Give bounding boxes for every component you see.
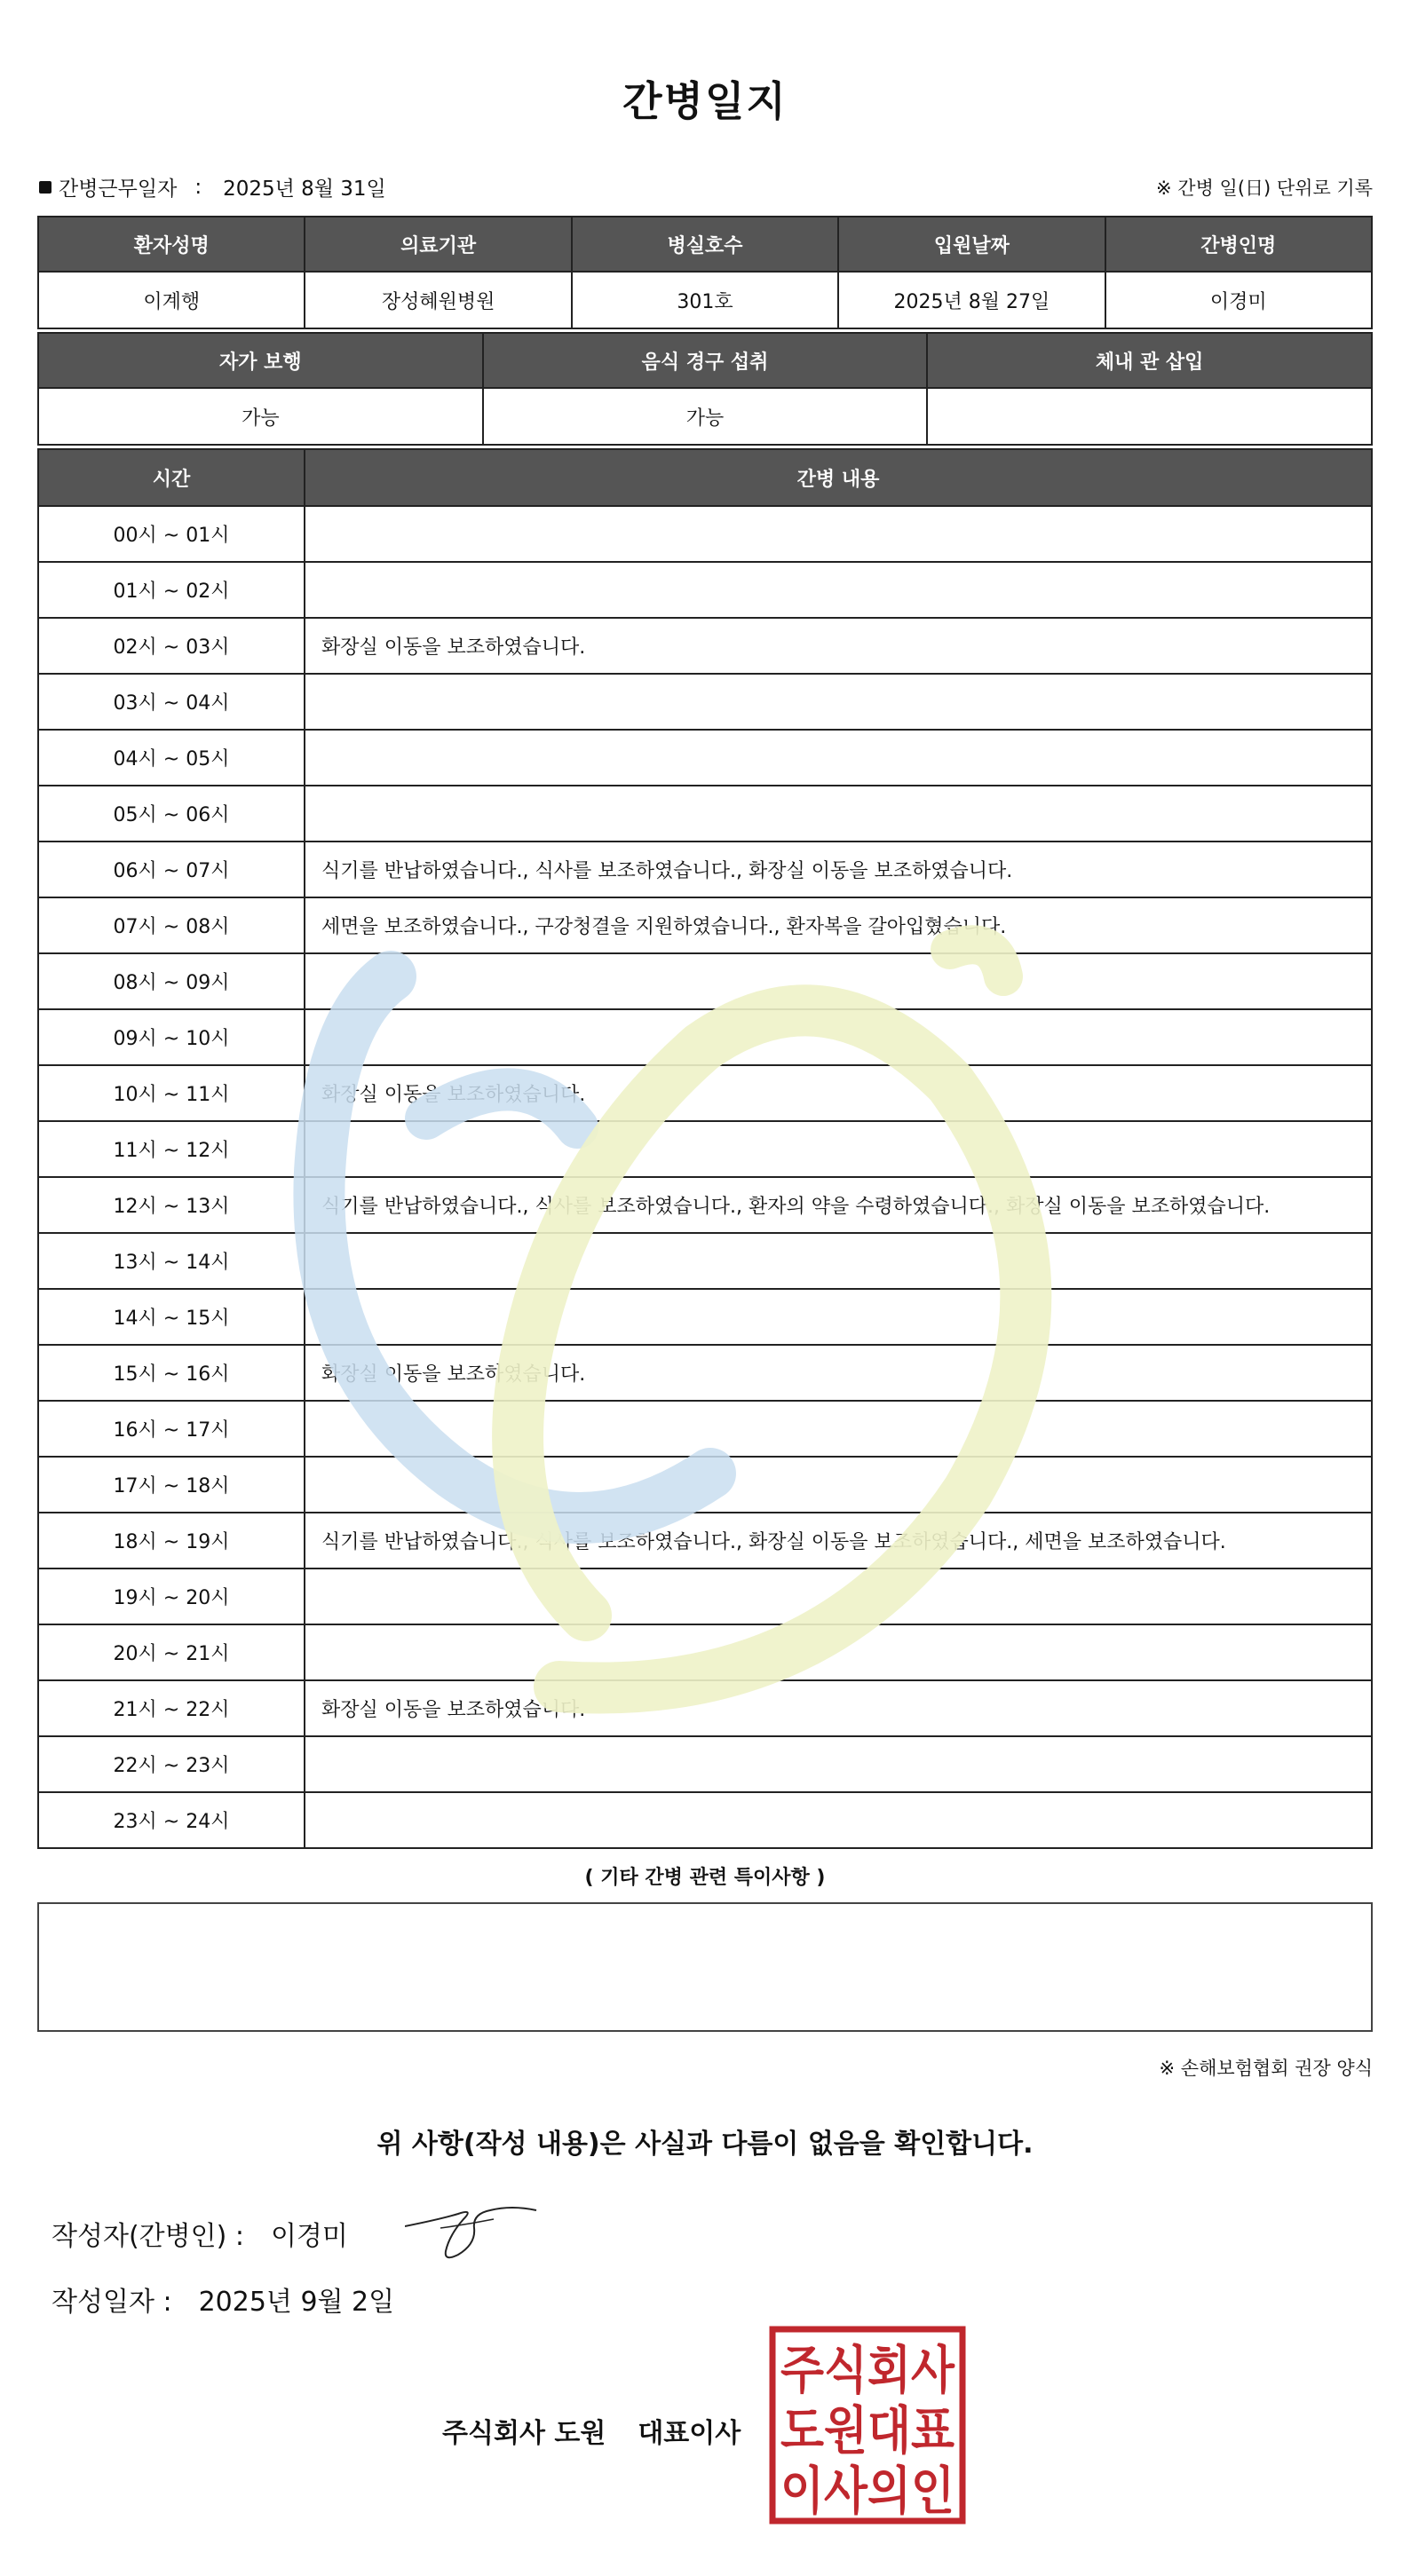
care-log-table [37, 448, 1373, 1849]
log-time: 09시 ~ 10시 [38, 1009, 305, 1065]
oral-intake-value: 가능 [483, 388, 928, 445]
log-content: 화장실 이동을 보조하였습니다. [305, 1065, 1372, 1121]
log-time: 21시 ~ 22시 [38, 1680, 305, 1736]
log-time: 22시 ~ 23시 [38, 1736, 305, 1792]
log-row [38, 618, 1372, 674]
log-row [38, 1345, 1372, 1401]
log-content [305, 1736, 1372, 1792]
header-care-content: 간병 내용 [305, 449, 1372, 506]
log-time: 19시 ~ 20시 [38, 1569, 305, 1624]
company-line [442, 2411, 741, 2450]
log-content [305, 674, 1372, 730]
company-title: 대표이사 [638, 2418, 741, 2449]
log-row [38, 1065, 1372, 1121]
log-row [38, 1624, 1372, 1680]
log-content [305, 1792, 1372, 1848]
header-caregiver: 간병인명 [1105, 217, 1372, 272]
log-row [38, 1457, 1372, 1513]
log-content [305, 1457, 1372, 1513]
log-row [38, 730, 1372, 786]
writer-line [51, 2214, 348, 2253]
self-walking-value: 가능 [38, 388, 483, 445]
seal-line-1: 주식회사 [780, 2340, 955, 2400]
log-time: 01시 ~ 02시 [38, 562, 305, 618]
log-time: 14시 ~ 15시 [38, 1289, 305, 1345]
log-row [38, 1513, 1372, 1569]
log-content [305, 1289, 1372, 1345]
log-row [38, 562, 1372, 618]
log-row [38, 1569, 1372, 1624]
header-hospital: 의료기관 [305, 217, 571, 272]
patient-name: 이계행 [38, 272, 305, 328]
notes-title: ( 기타 간병 관련 특이사항 ) [584, 1867, 826, 1889]
log-time: 20시 ~ 21시 [38, 1624, 305, 1680]
log-time: 13시 ~ 14시 [38, 1233, 305, 1289]
log-content: 화장실 이동을 보조하였습니다. [305, 1345, 1372, 1401]
work-date-value: 2025년 8월 31일 [223, 178, 386, 201]
log-content [305, 1233, 1372, 1289]
log-time: 17시 ~ 18시 [38, 1457, 305, 1513]
admission-date: 2025년 8월 27일 [838, 272, 1105, 328]
work-date-label: 간병근무일자 [59, 178, 178, 201]
log-content: 식기를 반납하였습니다., 식사를 보조하였습니다., 화장실 이동을 보조하였습니다. [305, 842, 1372, 897]
log-time: 23시 ~ 24시 [38, 1792, 305, 1848]
log-row [38, 1233, 1372, 1289]
log-content [305, 1569, 1372, 1624]
page-title: 간병일지 [622, 77, 788, 125]
log-row [38, 1009, 1372, 1065]
log-row [38, 506, 1372, 562]
company-seal-stamp [769, 2326, 966, 2525]
writer-label: 작성자(간병인) : [51, 2221, 244, 2252]
notes-box [37, 1902, 1373, 2032]
tube-insertion-value [927, 388, 1372, 445]
header-time: 시간 [38, 449, 305, 506]
caregiver-name: 이경미 [1105, 272, 1372, 328]
header-admission-date: 입원날짜 [838, 217, 1105, 272]
work-date-colon: : [194, 175, 202, 199]
log-row [38, 1177, 1372, 1233]
log-content [305, 562, 1372, 618]
log-time: 11시 ~ 12시 [38, 1121, 305, 1177]
log-content: 세면을 보조하였습니다., 구강청결을 지원하였습니다., 환자복을 갈아입혔습니다. [305, 897, 1372, 953]
log-time: 16시 ~ 17시 [38, 1401, 305, 1457]
signature-image [405, 2193, 538, 2264]
room-number: 301호 [572, 272, 838, 328]
log-row [38, 1401, 1372, 1457]
confirmation-statement: 위 사항(작성 내용)은 사실과 다름이 없음을 확인합니다. [376, 2129, 1034, 2160]
log-time: 06시 ~ 07시 [38, 842, 305, 897]
log-content [305, 786, 1372, 842]
written-date-line [51, 2280, 394, 2319]
log-time: 18시 ~ 19시 [38, 1513, 305, 1569]
header-room: 병실호수 [572, 217, 838, 272]
work-date-line [39, 172, 386, 201]
written-date-label: 작성일자 : [51, 2287, 172, 2318]
seal-line-3: 이사의인 [780, 2461, 955, 2521]
log-time: 05시 ~ 06시 [38, 786, 305, 842]
log-row [38, 786, 1372, 842]
written-date-value: 2025년 9월 2일 [198, 2287, 395, 2318]
log-row [38, 953, 1372, 1009]
log-content: 화장실 이동을 보조하였습니다. [305, 618, 1372, 674]
hospital-name: 장성혜원병원 [305, 272, 571, 328]
log-row [38, 1680, 1372, 1736]
log-row [38, 1289, 1372, 1345]
log-row [38, 1736, 1372, 1792]
recommend-note: ※ 손해보험협회 권장 양식 [1159, 2058, 1373, 2079]
log-time: 07시 ~ 08시 [38, 897, 305, 953]
company-name: 주식회사 도원 [442, 2418, 606, 2449]
header-self-walking: 자가 보행 [38, 333, 483, 388]
log-content [305, 1401, 1372, 1457]
log-content [305, 730, 1372, 786]
log-row [38, 842, 1372, 897]
log-time: 02시 ~ 03시 [38, 618, 305, 674]
header-oral-intake: 음식 경구 섭취 [483, 333, 928, 388]
log-time: 12시 ~ 13시 [38, 1177, 305, 1233]
header-tube-insertion: 체내 관 삽입 [927, 333, 1372, 388]
log-row [38, 1792, 1372, 1848]
bullet-square-icon [39, 181, 51, 194]
log-time: 00시 ~ 01시 [38, 506, 305, 562]
log-time: 10시 ~ 11시 [38, 1065, 305, 1121]
log-content [305, 1624, 1372, 1680]
log-content: 식기를 반납하였습니다., 식사를 보조하였습니다., 화장실 이동을 보조하였습니다., 세면을 보조하였습니다. [305, 1513, 1372, 1569]
log-content: 화장실 이동을 보조하였습니다. [305, 1680, 1372, 1736]
log-row [38, 897, 1372, 953]
patient-info-table [37, 216, 1373, 329]
log-time: 15시 ~ 16시 [38, 1345, 305, 1401]
log-time: 04시 ~ 05시 [38, 730, 305, 786]
log-content [305, 1009, 1372, 1065]
header-patient-name: 환자성명 [38, 217, 305, 272]
log-content [305, 953, 1372, 1009]
log-content: 식기를 반납하였습니다., 식사를 보조하였습니다., 환자의 약을 수령하였습니다., 화장실 이동을 보조하였습니다. [305, 1177, 1372, 1233]
log-row [38, 674, 1372, 730]
log-row [38, 1121, 1372, 1177]
ability-table [37, 332, 1373, 446]
log-time: 08시 ~ 09시 [38, 953, 305, 1009]
log-content [305, 1121, 1372, 1177]
log-time: 03시 ~ 04시 [38, 674, 305, 730]
unit-note: ※ 간병 일(日) 단위로 기록 [1156, 178, 1373, 199]
seal-line-2: 도원대표 [780, 2400, 955, 2461]
log-content [305, 506, 1372, 562]
writer-name: 이경미 [270, 2221, 348, 2252]
